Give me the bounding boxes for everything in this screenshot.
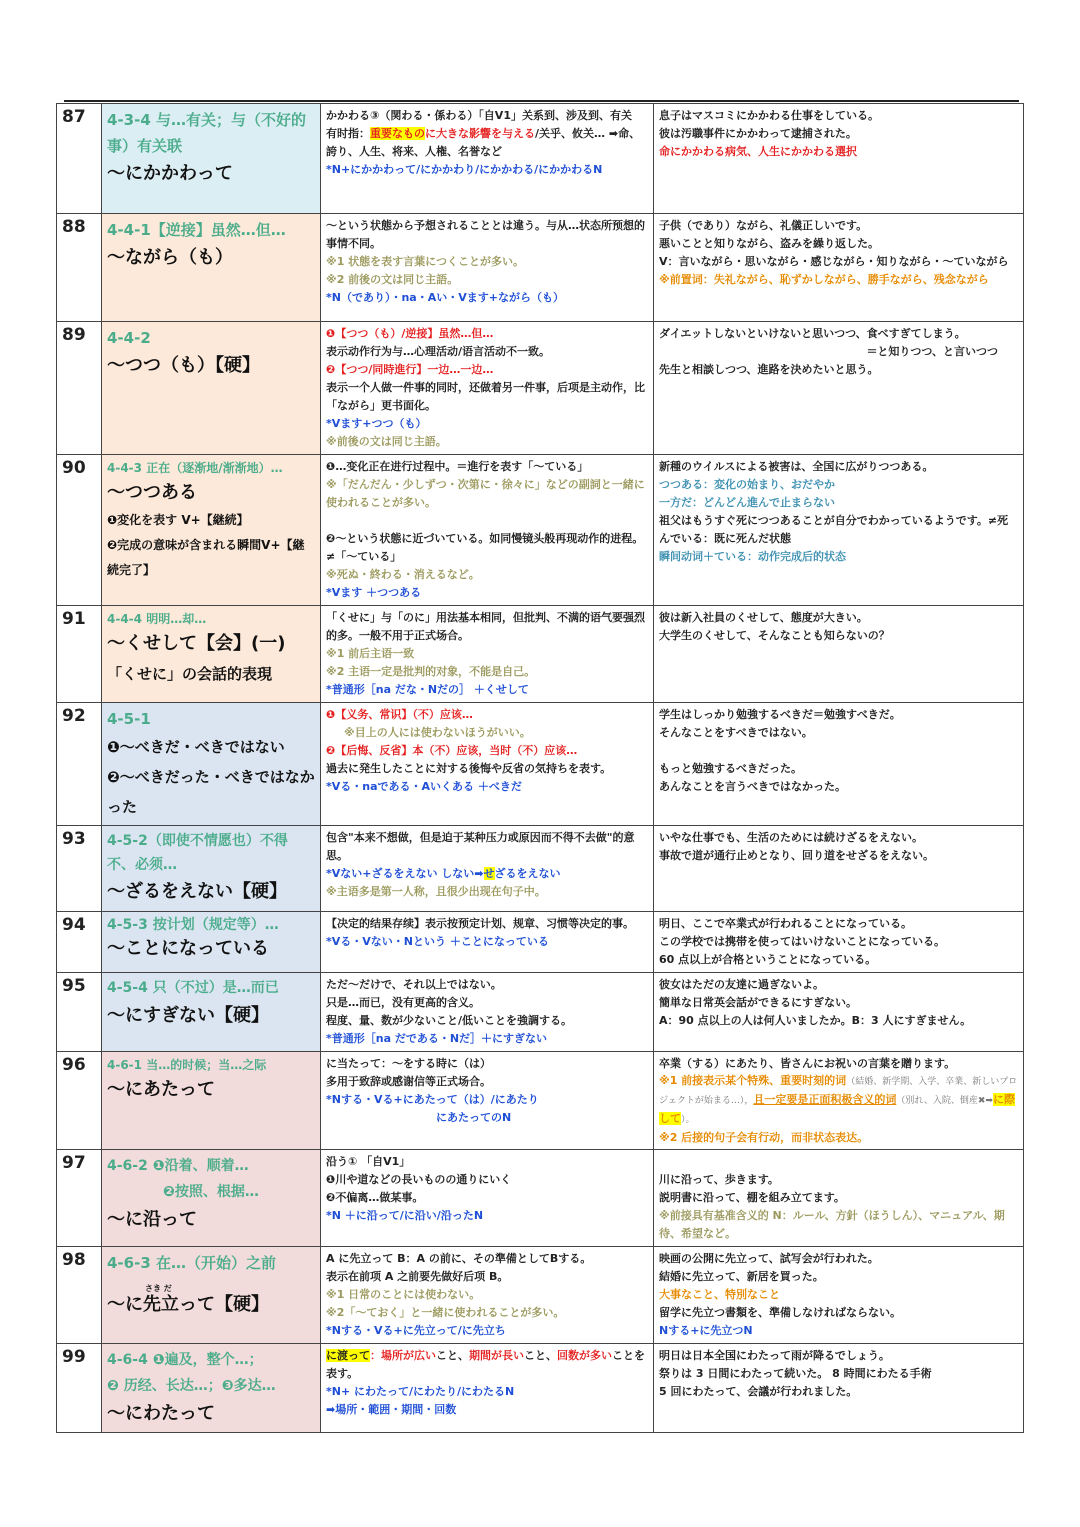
usage-formula: ➡場所・範囲・期間・回数 [326, 1403, 457, 1416]
table-row [57, 1150, 1024, 1247]
row-number: 93 [57, 826, 102, 912]
usage-formula: *N+にかかわって/にかかわり/にかかわる/にかかわるN [326, 163, 603, 176]
highlight-text: に渡って [326, 1349, 370, 1362]
grammar-pattern: ～にわたって [107, 1403, 215, 1424]
row-number: 95 [57, 973, 102, 1052]
grammar-table [56, 103, 1024, 1433]
explanation-heading: ❶【つつ（も）/逆接】虽然…但… [326, 327, 494, 340]
grammar-pattern: ～ながら（も） [107, 247, 233, 268]
grammar-title-cell [102, 973, 321, 1052]
example-sentence: 事故で道が通行止めとなり、回り道をせざるをえない。 [659, 849, 934, 862]
explanation-heading: ❷【后悔、反省】本（不）应该，当时（不）应该… [326, 744, 578, 757]
explanation-line: ただ～だけで、それ以上ではない。 [326, 978, 502, 991]
example-sentence: 映画の公開に先立って、試写会が行われた。 [659, 1252, 879, 1265]
grammar-code: ❷ 历经、长达…；❸多达… [107, 1378, 276, 1394]
usage-formula: *N（であり）・na・Aい・Vます+ながら（も） [326, 291, 564, 304]
explanation-line: 只是…而已，没有更高的含义。 [326, 996, 480, 1009]
explanation-line: かかわる③（関わる・係わる）「自V1」关系到、涉及到、有关 [326, 109, 632, 122]
example-sentence: 彼女はただの友達に過ぎないよ。 [659, 978, 824, 991]
explanation-line: ❶…变化正在进行过程中。＝進行を表す「～ている」 [326, 460, 589, 473]
explanation-line: 沿う① 「自V1」 [326, 1155, 411, 1168]
table-row [57, 455, 1024, 606]
grammar-title-cell [102, 912, 321, 973]
grammar-code: 4-5-2（即使不情愿也）不得不、必须… [107, 833, 288, 873]
row-number: 87 [57, 104, 102, 214]
example-sentence: いやな仕事でも、生活のためには続けざるをえない。 [659, 831, 923, 844]
explanation-line: 過去に発生したことに対する後悔や反省の気持ちを表す。 [326, 762, 612, 775]
example-sentence: 明日、ここで卒業式が行われることになっている。 [659, 917, 912, 930]
example-sentence: 彼は新入社員のくせして、態度が大きい。 [659, 611, 868, 624]
usage-formula: *Vる・Vない・Nという ＋ことになっている [326, 935, 549, 948]
grammar-pattern: ～つつある [107, 482, 197, 503]
explanation-cell [321, 826, 654, 912]
grammar-title-cell [102, 104, 321, 214]
example-sentence: 大学生のくせして、そんなことも知らないの？ [659, 629, 890, 642]
grammar-code: 4-3-4 与…有关；与（不好的事）有关联 [107, 111, 306, 155]
note-line: ※1 日常のことには使わない。 [326, 1288, 481, 1301]
example-cell [654, 606, 1024, 703]
usage-formula: *Vます ＋つつある [326, 586, 422, 599]
grammar-pattern: ～にあたって [107, 1079, 215, 1100]
row-number: 88 [57, 214, 102, 322]
grammar-code: 4-4-3 正在（逐渐地/渐渐地）… [107, 461, 283, 475]
example-note: ※前接具有基准含义的 N：ルール、方針（ほうしん）、マニュアル、期待、希望など。 [659, 1209, 1005, 1240]
example-sentence: もっと勉強するべきだった。 [659, 762, 802, 775]
explanation-line: ❷不偏离…做某事。 [326, 1191, 424, 1204]
example-sentence: V：言いながら・思いながら・感じながら・知りながら・～ていながら [659, 255, 1009, 268]
top-rule [64, 100, 1019, 102]
explanation-line: に当たって：～をする時に（は） [326, 1057, 491, 1070]
example-sentence: そんなことをすべきではない。 [659, 726, 813, 739]
example-sentence: 祭りは 3 日間にわたって続いた。 8 時間にわたる手術 [659, 1367, 932, 1380]
note-line: ※2「～ておく」と一緒に使われることが多い。 [326, 1306, 565, 1319]
explanation-line: 多用于致辞或感谢信等正式场合。 [326, 1075, 491, 1088]
explanation-line: ❶川や道などの長いものの通りにいく [326, 1173, 512, 1186]
grammar-title-cell [102, 1247, 321, 1344]
note-line: ※死ぬ・終わる・消えるなど。 [326, 568, 480, 581]
grammar-pattern: ～ざるをえない【硬】 [107, 881, 287, 902]
table-row [57, 1344, 1024, 1433]
explanation-line: 表示一个人做一件事的同时，还做着另一件事，后项是主动作，比「ながら」更书面化。 [326, 381, 645, 412]
note-line: ※2 主语一定是批判的对象，不能是自己。 [326, 665, 536, 678]
explanation-line: 程度、量、数が少ないこと/低いことを強調する。 [326, 1014, 573, 1027]
note-line: ※2 前後の文は同じ主語。 [326, 273, 459, 286]
row-number: 98 [57, 1247, 102, 1344]
explanation-heading: ❶【义务、常识】（不）应该… [326, 708, 473, 721]
row-number: 89 [57, 322, 102, 455]
highlight-text: 重要なもの [370, 127, 425, 140]
example-sentence: 子供（であり）ながら、礼儀正しいです。 [659, 219, 868, 232]
row-number: 96 [57, 1052, 102, 1150]
example-cell [654, 826, 1024, 912]
explanation-cell [321, 606, 654, 703]
table-row [57, 973, 1024, 1052]
row-number: 94 [57, 912, 102, 973]
grammar-pattern: ～にすぎない【硬】 [107, 1005, 269, 1026]
example-cell [654, 912, 1024, 973]
note-line: ※前置词：失礼ながら、恥ずかしながら、勝手ながら、残念ながら [659, 273, 989, 286]
example-note: 一方だ：どんどん進んで止まらない [659, 496, 835, 509]
grammar-pattern: ～つつ（も）【硬】 [107, 355, 260, 376]
example-note: ※2 后接的句子会有行动，而非状态表达。 [659, 1131, 869, 1144]
explanation-line: 有时指：重要なものに大きな影響を与える/关乎、攸关… ➡命、誇り、人生、将来、人権、名誉など [326, 127, 641, 158]
explanation-cell [321, 1052, 654, 1150]
grammar-code: 4-5-4 只（不过）是…而已 [107, 980, 279, 996]
example-sentence: 説明書に沿って、棚を組み立てます。 [659, 1191, 845, 1204]
explanation-line: ❷～という状態に近づいている。如同慢镜头般再现动作的进程。≠「～ている」 [326, 532, 644, 563]
example-note: ※1 前接表示某个特殊、重要时刻的词（結婚、新学期、入学、卒業、新しいプロジェクトが始まる…），且一定要是正面积极含义的词（別れ、入院、倒産✖➡に際して）。 [659, 1074, 1018, 1125]
grammar-subnote: ❷完成の意味が含まれる瞬間V+【継続完了】 [107, 538, 305, 577]
grammar-subnote: ❶変化を表す V+【継続】 [107, 513, 249, 527]
ruby-reading: さき だ [145, 1284, 172, 1293]
example-cell [654, 1150, 1024, 1247]
grammar-pattern: ❷～べきだった・べきではなかった [107, 768, 315, 816]
explanation-line: ～という状態から予想されることとは違う。与从…状态所预想的事情不同。 [326, 219, 645, 250]
explanation-cell [321, 912, 654, 973]
row-number: 92 [57, 703, 102, 826]
usage-formula: *Vる・naである・Aいくある ＋べきだ [326, 780, 522, 793]
note-line: ※「だんだん・少しずつ・次第に・徐々に」などの副詞と一緒に使われることが多い。 [326, 478, 645, 509]
table-row [57, 606, 1024, 703]
row-number: 91 [57, 606, 102, 703]
note-line: ※主语多是第一人称，且很少出现在句子中。 [326, 885, 546, 898]
grammar-title-cell [102, 1052, 321, 1150]
grammar-title-cell [102, 1344, 321, 1433]
explanation-heading: ❷【つつ/同時進行】一边…一边… [326, 363, 494, 376]
example-cell [654, 703, 1024, 826]
example-sentence: A：90 点以上の人は何人いましたか。B：3 人にすぎません。 [659, 1014, 972, 1027]
grammar-title-cell [102, 703, 321, 826]
example-sentence: 祖父はもうすぐ死につつあることが自分でわかっているようです。≠死んでいる：既に死んだ状態 [659, 514, 1009, 545]
table-row [57, 826, 1024, 912]
usage-formula: *Vない+ざるをえない しない➡せざるをえない [326, 867, 561, 880]
grammar-subnote: 「くせに」の会話的表現 [107, 665, 273, 683]
highlight-text: に際して [659, 1093, 1015, 1125]
table-row [57, 912, 1024, 973]
explanation-cell [321, 1247, 654, 1344]
example-sentence: ダイエットしないといけないと思いつつ、食べすぎてしまう。 [659, 327, 966, 340]
example-note: 瞬间动词＋ている：动作完成后的状态 [659, 550, 846, 563]
explanation-cell [321, 1344, 654, 1433]
example-note: ＝と知りつつ、と言いつつ [866, 345, 998, 358]
example-sentence: あんなことを言うべきではなかった。 [659, 780, 846, 793]
usage-formula: *普通形［na だである・Nだ］＋にすぎない [326, 1032, 548, 1045]
example-cell [654, 1247, 1024, 1344]
example-cell [654, 973, 1024, 1052]
explanation-cell [321, 455, 654, 606]
example-cell [654, 455, 1024, 606]
example-sentence: この学校では携帯を使ってはいけないことになっている。 [659, 935, 945, 948]
explanation-line: 包含"本来不想做，但是迫于某种压力或原因而不得不去做"的意思。 [326, 831, 635, 862]
example-sentence: 5 回にわたって、会議が行われました。 [659, 1385, 858, 1398]
explanation-line: に渡って：場所が広いこと、期間が長いこと、回数が多いことを表す。 [326, 1349, 645, 1380]
example-sentence: 先生と相談しつつ、進路を決めたいと思う。 [659, 363, 879, 376]
grammar-title-cell [102, 606, 321, 703]
row-number: 97 [57, 1150, 102, 1247]
example-sentence: 60 点以上が合格ということになっている。 [659, 953, 877, 966]
example-cell [654, 104, 1024, 214]
grammar-pattern: ～にかかわって [107, 163, 233, 184]
grammar-code: 4-6-1 当…的时候；当…之际 [107, 1058, 267, 1072]
explanation-cell [321, 214, 654, 322]
grammar-title-cell [102, 826, 321, 912]
highlight-text: せ [483, 867, 495, 880]
explanation-cell [321, 322, 654, 455]
row-number: 99 [57, 1344, 102, 1433]
explanation-cell [321, 104, 654, 214]
example-sentence: 川に沿って、歩きます。 [659, 1173, 779, 1186]
usage-formula: *Nする・Vる+に先立って/に先立ち [326, 1324, 506, 1337]
grammar-pattern: ～くせして【会】(一) [107, 633, 286, 654]
grammar-code: 4-5-1 [107, 710, 151, 728]
usage-formula: *N ＋に沿って/に沿い/沿ったN [326, 1209, 484, 1222]
grammar-code: 4-4-2 [107, 329, 151, 347]
grammar-code: ❷按照、根据… [163, 1184, 259, 1200]
grammar-code: 4-5-3 按计划（规定等）… [107, 917, 279, 933]
note-line: ※1 前后主语一致 [326, 647, 415, 660]
table-row [57, 703, 1024, 826]
example-cell [654, 1052, 1024, 1150]
example-cell [654, 322, 1024, 455]
usage-formula: Nする+に先立つN [659, 1324, 753, 1337]
table-row [57, 1052, 1024, 1150]
grammar-pattern: ～ことになっている [107, 938, 269, 959]
explanation-line: A に先立って B：A の前に、その準備としてBする。 [326, 1252, 592, 1265]
example-sentence: 卒業（する）にあたり、皆さんにお祝いの言葉を贈ります。 [659, 1057, 956, 1070]
example-note: 大事なこと、特別なこと [659, 1288, 780, 1301]
example-note: つつある：変化の始まり、おだやか [659, 478, 835, 491]
note-line: ※目上の人には使わないほうがいい。 [344, 726, 531, 739]
example-sentence: 明日は日本全国にわたって雨が降るでしょう。 [659, 1349, 890, 1362]
example-cell [654, 1344, 1024, 1433]
example-sentence: 簡単な日常英会話ができるにすぎない。 [659, 996, 857, 1009]
row-number: 90 [57, 455, 102, 606]
grammar-title-cell [102, 455, 321, 606]
explanation-cell [321, 703, 654, 826]
explanation-line: 「くせに」与「のに」用法基本相同，但批判、不满的语气要强烈的多。一般不用于正式场合。 [326, 611, 645, 642]
note-line: ※1 状態を表す言葉につくことが多い。 [326, 255, 524, 268]
example-sentence: 学生はしっかり勉強するべきだ＝勉強すべきだ。 [659, 708, 901, 721]
grammar-title-cell [102, 322, 321, 455]
grammar-pattern: ～に先立って【硬】 [107, 1294, 269, 1315]
grammar-code: 4-6-2 ❶沿着、顺着… [107, 1158, 249, 1174]
example-sentence: 息子はマスコミにかかわる仕事をしている。 [659, 109, 879, 122]
example-sentence: 悪いことと知りながら、盗みを繰り返した。 [659, 237, 879, 250]
example-sentence: 結婚に先立って、新居を買った。 [659, 1270, 824, 1283]
grammar-code: 4-4-1【逆接】虽然…但… [107, 221, 286, 239]
grammar-pattern: ❶～べきだ・べきではない [107, 738, 285, 756]
grammar-title-cell [102, 214, 321, 322]
grammar-code: 4-6-4 ❶遍及，整个…； [107, 1352, 263, 1368]
example-cell [654, 214, 1024, 322]
usage-formula: *普通形［na だな・Nだの］ ＋くせして [326, 683, 529, 696]
explanation-line: 【决定的结果存续】表示按预定计划、规章、习惯等决定的事。 [326, 917, 634, 930]
explanation-cell [321, 973, 654, 1052]
usage-formula: *N+ にわたって/にわたり/にわたるN [326, 1385, 515, 1398]
usage-formula: *Vます+つつ（も） [326, 417, 427, 430]
usage-formula: にあたってのN [436, 1111, 512, 1124]
grammar-code: 4-6-3 在…（开始）之前 [107, 1254, 276, 1272]
table-row [57, 214, 1024, 322]
table-row [57, 322, 1024, 455]
explanation-line: 表示在前项 A 之前要先做好后项 B。 [326, 1270, 509, 1283]
grammar-title-cell [102, 1150, 321, 1247]
explanation-line: 表示动作行为与…心理活动/语言活动不一致。 [326, 345, 551, 358]
table-row [57, 104, 1024, 214]
grammar-pattern: ～に沿って [107, 1209, 197, 1230]
grammar-code: 4-4-4 明明…却… [107, 612, 207, 626]
example-sentence: 新種のウイルスによる被害は、全国に広がりつつある。 [659, 460, 934, 473]
usage-formula: *Nする・Vる+にあたって（は）/にあたり [326, 1093, 539, 1106]
table-row [57, 1247, 1024, 1344]
example-sentence: 命にかかわる病気、人生にかかわる選択 [659, 145, 857, 158]
example-sentence: 留学に先立つ書類を、準備しなければならない。 [659, 1306, 901, 1319]
explanation-cell [321, 1150, 654, 1247]
note-line: ※前後の文は同じ主語。 [326, 435, 447, 448]
example-sentence: 彼は汚職事件にかかわって逮捕された。 [659, 127, 857, 140]
